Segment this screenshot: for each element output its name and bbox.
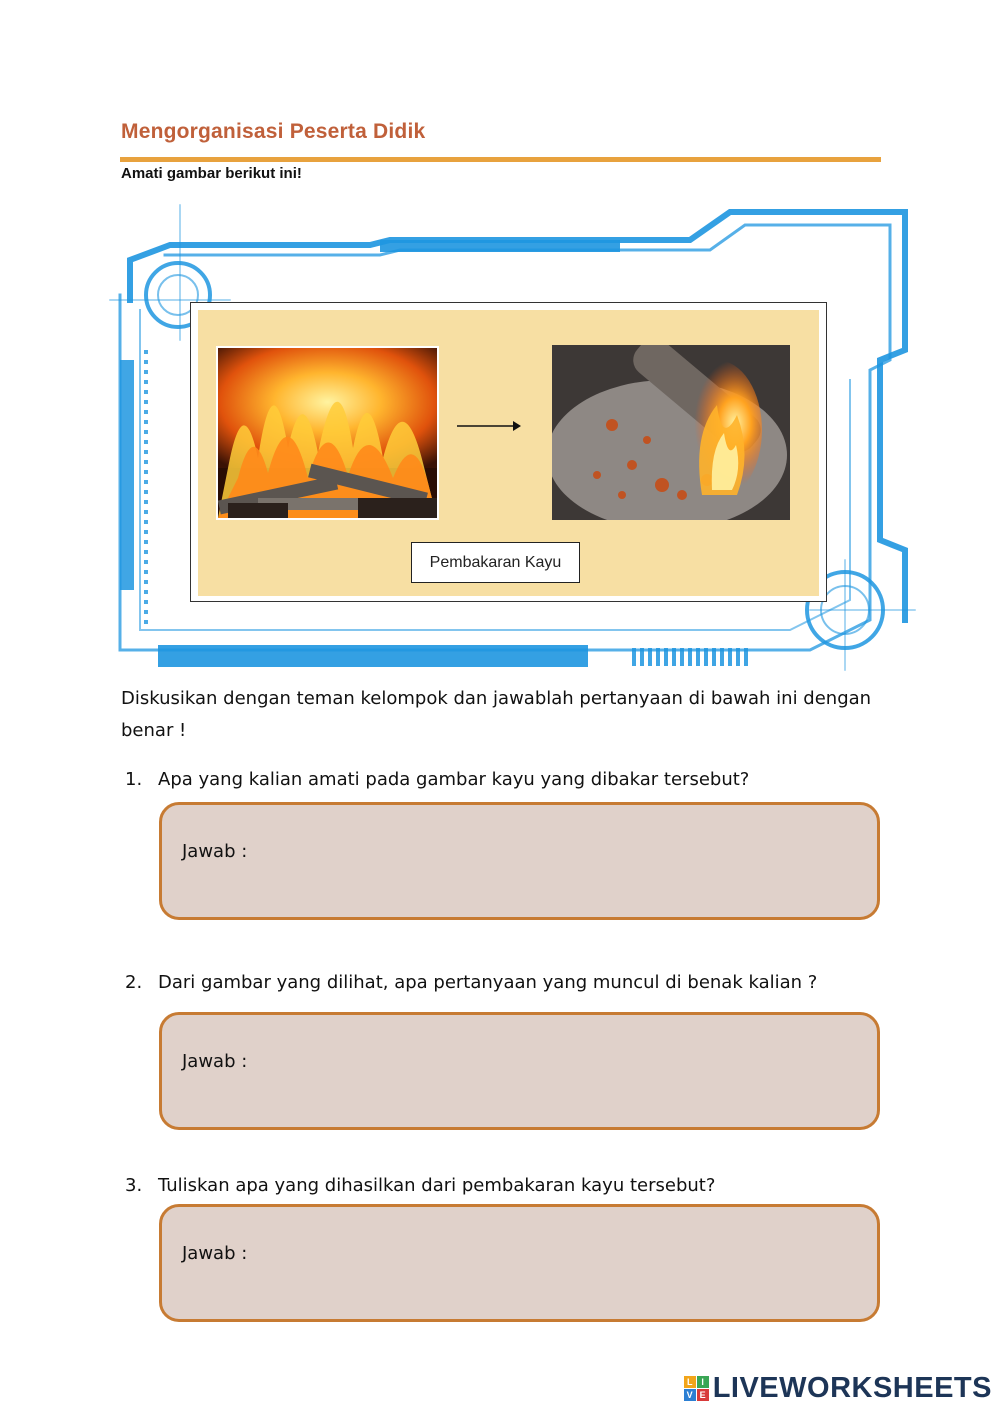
- logo-letter: I: [697, 1376, 709, 1388]
- question-2-number: 2.: [125, 972, 143, 993]
- section-title: Mengorganisasi Peserta Didik: [121, 120, 426, 143]
- liveworksheets-logo-icon: [684, 1376, 709, 1401]
- intro-text-line2: benar !: [121, 720, 187, 741]
- answer-3-label: Jawab :: [182, 1243, 248, 1264]
- answer-2-input[interactable]: [159, 1012, 880, 1130]
- question-1-number: 1.: [125, 769, 143, 790]
- brand-name: LIVEWORKSHEETS: [712, 1372, 992, 1404]
- logo-letter: V: [684, 1389, 696, 1401]
- answer-1-label: Jawab :: [182, 841, 248, 862]
- liveworksheets-brand: [684, 1372, 992, 1405]
- answer-2-label: Jawab :: [182, 1051, 248, 1072]
- answer-1-input[interactable]: [159, 802, 880, 920]
- wood-embers-image: [552, 345, 790, 520]
- logo-letter: L: [684, 1376, 696, 1388]
- title-divider: [120, 157, 881, 162]
- question-2-text: Dari gambar yang dilihat, apa pertanyaan yang muncul di benak kalian ?: [158, 972, 818, 993]
- intro-text-line1: Diskusikan dengan teman kelompok dan jawablah pertanyaan di bawah ini dengan: [121, 688, 872, 709]
- figure-caption: Pembakaran Kayu: [411, 542, 580, 583]
- arrow-right-icon: [455, 416, 525, 436]
- question-3-number: 3.: [125, 1175, 143, 1196]
- burning-wood-image: [216, 346, 439, 520]
- question-1-text: Apa yang kalian amati pada gambar kayu yang dibakar tersebut?: [158, 769, 750, 790]
- logo-letter: E: [697, 1389, 709, 1401]
- question-3-text: Tuliskan apa yang dihasilkan dari pembakaran kayu tersebut?: [158, 1175, 716, 1196]
- answer-3-input[interactable]: [159, 1204, 880, 1322]
- instruction-text: Amati gambar berikut ini!: [121, 165, 302, 182]
